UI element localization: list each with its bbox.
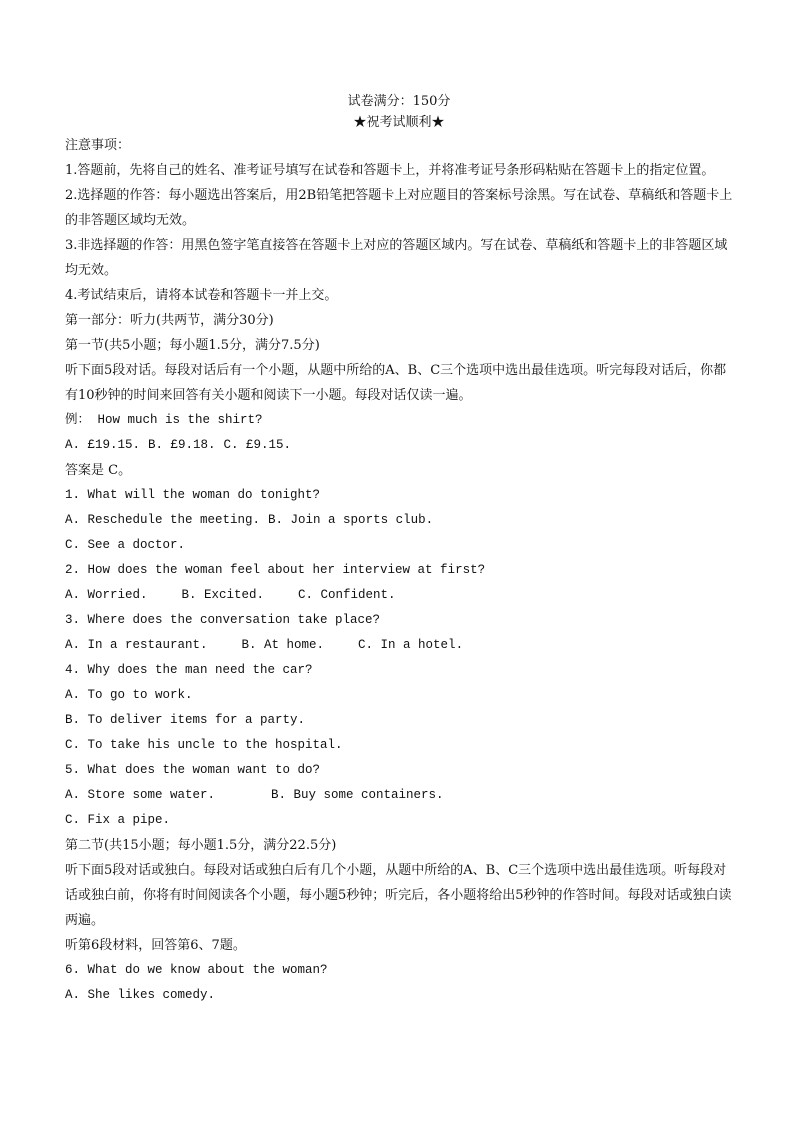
notice-item-3: 3.非选择题的作答：用黑色签字笔直接答在答题卡上对应的答题区域内。写在试卷、草稿纸和答题卡上的非答题区域均无效。 bbox=[65, 238, 728, 278]
notice-item-2: 2.选择题的作答：每小题选出答案后，用2B铅笔把答题卡上对应题目的答案标号涂黑。写在试卷、草稿纸和答题卡上的非答题区域均无效。 bbox=[65, 188, 733, 228]
question-3: 3. Where does the conversation take place? bbox=[65, 613, 381, 627]
question-1-option-a: A. Reschedule the meeting. bbox=[65, 513, 261, 527]
question-5-option-c: C. Fix a pipe. bbox=[65, 813, 171, 827]
material-6-heading: 听第6段材料，回答第6、7题。 bbox=[65, 938, 246, 953]
question-2-option-c: C. Confident. bbox=[298, 588, 396, 602]
exam-page bbox=[65, 91, 733, 1008]
question-5-option-b: B. Buy some containers. bbox=[271, 788, 444, 802]
section2-instructions: 听下面5段对话或独白。每段对话或独白后有几个小题，从题中所给的A、B、C三个选项中选出最佳选项。听每段对话或独白前，你将有时间阅读各个小题，每小题5秒钟；听完后，各小题将给出5秒钟的作答时间。每段对话或独白读两遍。 bbox=[65, 863, 732, 928]
example-option-b: B. £9.18. bbox=[148, 438, 216, 452]
question-3-option-c: C. In a hotel. bbox=[358, 638, 464, 652]
notice-item-4: 4.考试结束后，请将本试卷和答题卡一并上交。 bbox=[65, 288, 338, 303]
part1-title: 第一部分：听力(共两节，满分30分) bbox=[65, 313, 274, 328]
example-option-a: A. £19.15. bbox=[65, 438, 141, 452]
question-6: 6. What do we know about the woman? bbox=[65, 963, 328, 977]
good-luck-line: ★祝考试顺利★ bbox=[353, 115, 445, 130]
question-3-option-a: A. In a restaurant. bbox=[65, 638, 208, 652]
question-4-option-b: B. To deliver items for a party. bbox=[65, 713, 306, 727]
question-3-options bbox=[65, 633, 733, 658]
question-1-option-b: B. Join a sports club. bbox=[268, 513, 434, 527]
question-5: 5. What does the woman want to do? bbox=[65, 763, 321, 777]
notice-item-1: 1.答题前，先将自己的姓名、准考证号填写在试卷和答题卡上，并将准考证号条形码粘贴在答题卡上的指定位置。 bbox=[65, 163, 715, 178]
question-1: 1. What will the woman do tonight? bbox=[65, 488, 321, 502]
question-4-option-c: C. To take his uncle to the hospital. bbox=[65, 738, 343, 752]
question-1-options-ab bbox=[65, 508, 733, 533]
section2-title: 第二节(共15小题；每小题1.5分，满分22.5分) bbox=[65, 838, 337, 853]
example-question: 例： How much is the shirt? bbox=[65, 413, 263, 427]
question-6-option-a: A. She likes comedy. bbox=[65, 988, 216, 1002]
section1-title: 第一节(共5小题；每小题1.5分，满分7.5分) bbox=[65, 338, 320, 353]
question-2-options bbox=[65, 583, 733, 608]
notice-title: 注意事项： bbox=[65, 138, 131, 153]
question-2-option-b: B. Excited. bbox=[181, 588, 265, 602]
example-answer: 答案是 C。 bbox=[65, 463, 132, 478]
question-2: 2. How does the woman feel about her interview at first? bbox=[65, 563, 486, 577]
question-4-option-a: A. To go to work. bbox=[65, 688, 193, 702]
question-5-option-a: A. Store some water. bbox=[65, 788, 216, 802]
example-option-c: C. £9.15. bbox=[223, 438, 292, 452]
section1-instructions: 听下面5段对话。每段对话后有一个小题，从题中所给的A、B、C三个选项中选出最佳选项。听完每段对话后，你都有10秒钟的时间来回答有关小题和阅读下一小题。每段对话仅读一遍。 bbox=[65, 363, 727, 403]
question-1-option-c: C. See a doctor. bbox=[65, 538, 186, 552]
question-5-options-ab bbox=[65, 783, 733, 808]
question-4: 4. Why does the man need the car? bbox=[65, 663, 313, 677]
question-2-option-a: A. Worried. bbox=[65, 588, 148, 602]
example-options bbox=[65, 433, 733, 458]
question-3-option-b: B. At home. bbox=[241, 638, 325, 652]
score-line: 试卷满分：150分 bbox=[347, 94, 451, 109]
